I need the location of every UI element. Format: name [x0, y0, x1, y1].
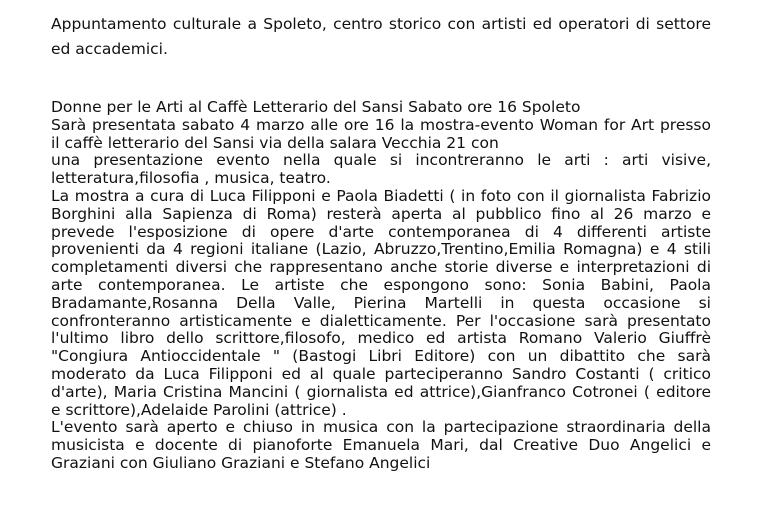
article-headline: Donne per le Arti al Caffè Letterario del Sansi Sabato ore 16 Spoleto — [51, 98, 581, 116]
presentation-paragraph: Sarà presentata sabato 4 marzo alle ore 16 la mostra-evento Woman for Art presso il caffè letterario del Sansi via della salara Vecchia 21 con — [51, 115, 711, 152]
article-body — [51, 99, 711, 473]
exhibition-paragraph: La mostra a cura di Luca Filipponi e Paola Biadetti ( in foto con il giornalista Fabrizio Borghini alla Sapienza di Roma) resterà aperta al pubblico fino al 26 marzo e prevede l'esposizione di opere d'arte contemporanea di 4 differenti artiste provenienti da 4 regioni italiane (Lazio, Abruzzo,Trentino,Emilia Romagna) e 4 stili completamenti diversi che rappresentano anche storie diverse e interpretazioni di arte contemporanea. Le artiste che espongono sono: Sonia Babini, Paola Bradamante,Rosanna Della Valle, Pierina Martelli in questa occasione si confronteranno artisticamente e dialetticamente. Per l'occasione sarà presentato l'ultimo libro dello scrittore,filosofo, medico ed artista Romano Valerio Giuffrè "Congiura Antioccidentale " (Bastogi Libri Editore) con un dibattito che sarà moderato da Luca Filipponi ed al quale parteciperanno Sandro Costanti ( critico d'arte), Maria Cristina Mancini ( giornalista ed attrice),Gianfranco Cotronei ( editore e scrittore),Adelaide Parolini (attrice) . — [51, 186, 711, 419]
music-paragraph: L'evento sarà aperto e chiuso in musica con la partecipazione straordinaria della musicista e docente di pianoforte Emanuela Mari, dal Creative Duo Angelici e Graziani con Giuliano Graziani e Stefano Angelici — [51, 418, 711, 472]
event-paragraph: una presentazione evento nella quale si incontreranno le arti : arti visive, letteratura,filosofia , musica, teatro. — [51, 151, 711, 188]
article — [51, 0, 711, 473]
intro-paragraph: Appuntamento culturale a Spoleto, centro storico con artisti ed operatori di settore ed accademici. — [51, 15, 711, 58]
